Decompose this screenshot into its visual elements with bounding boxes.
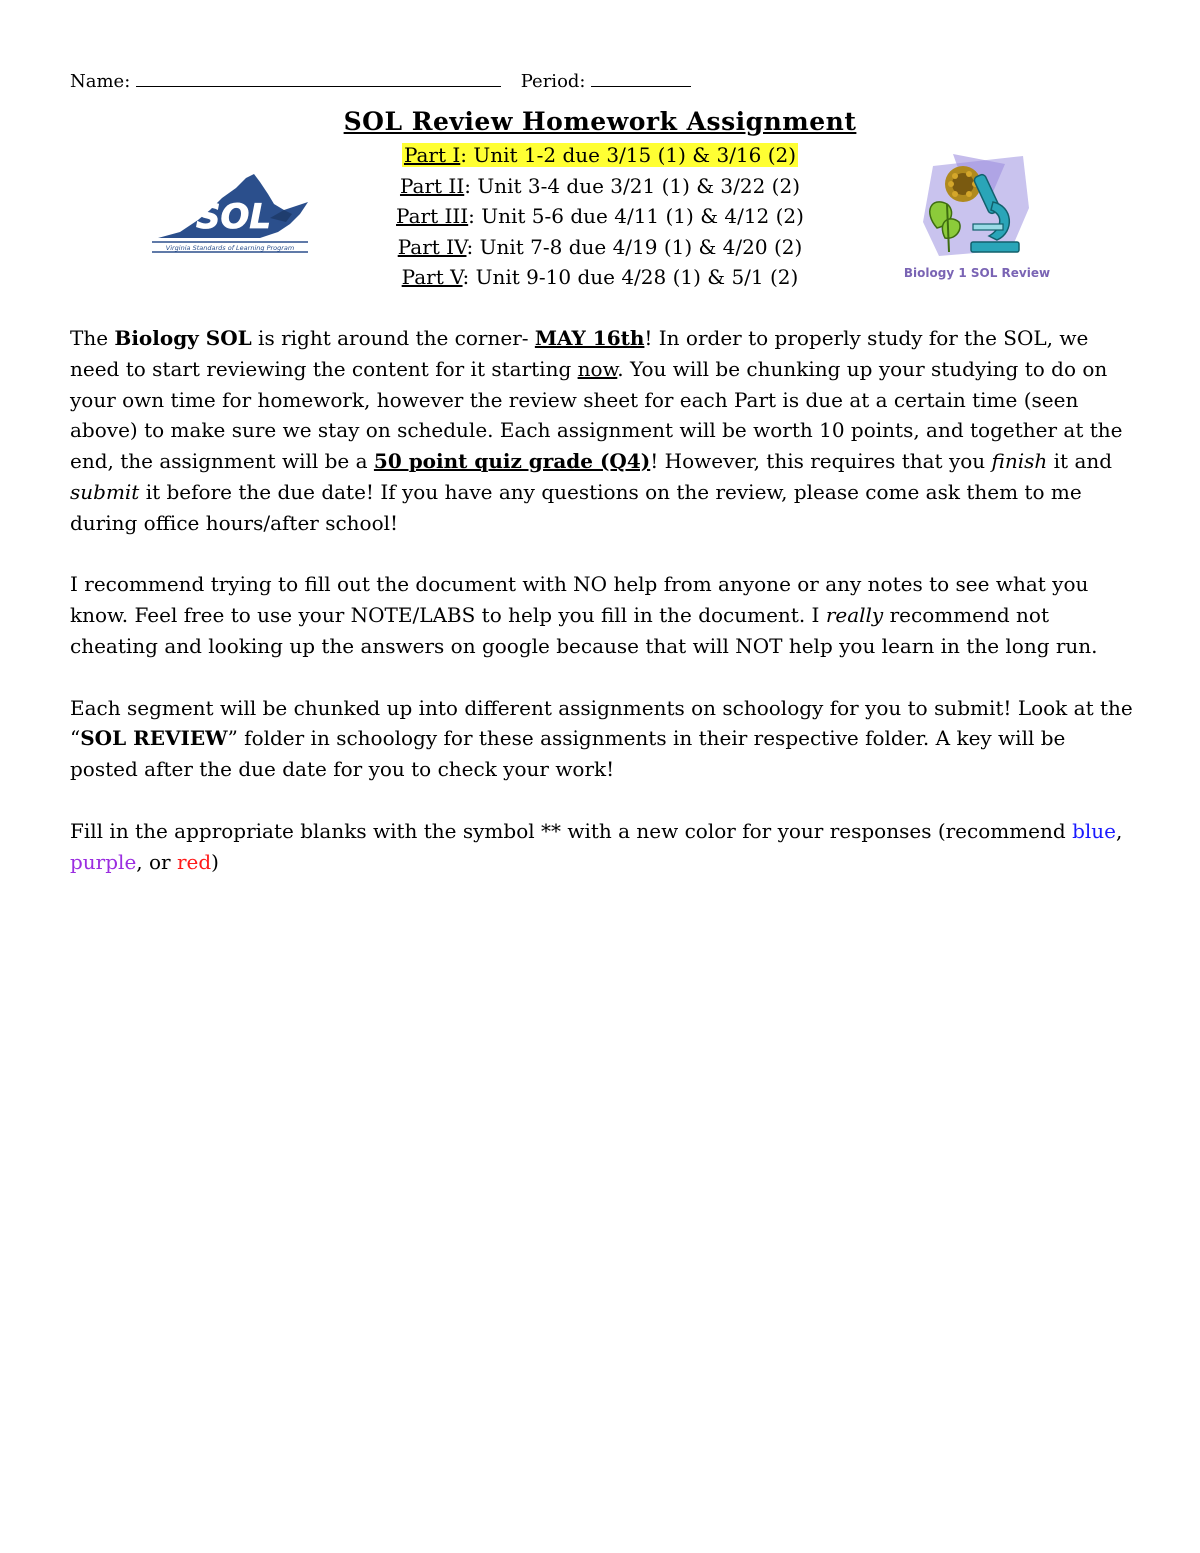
- biology-clipart: [893, 152, 1061, 287]
- virginia-state-icon: [150, 170, 310, 255]
- paragraph-schoology: [70, 693, 1135, 785]
- now-underlined: now: [577, 356, 618, 381]
- part-details: : Unit 9-10 due 4/28 (1) & 5/1 (2): [462, 265, 799, 289]
- sol-logo-text: SOL: [196, 197, 272, 237]
- color-word-red: red: [176, 849, 212, 874]
- text-run: The: [70, 326, 115, 350]
- part-label: Part I: [403, 143, 461, 167]
- text-run: ! In order to properly study for the SOL, we need to start reviewing the content for it starting: [70, 326, 1089, 381]
- text-run: is right around the corner-: [251, 326, 535, 350]
- paragraph-intro: [70, 323, 1135, 539]
- text-run: , or: [136, 849, 177, 874]
- really-italic: really: [825, 603, 884, 628]
- paragraph-fill-in: [70, 816, 1135, 878]
- color-word-purple: purple: [70, 849, 137, 874]
- biology-caption: Biology 1 SOL Review: [903, 266, 1051, 280]
- part-label: Part IV: [397, 234, 467, 259]
- part-details: : Unit 1-2 due 3/15 (1) & 3/16 (2): [460, 143, 797, 167]
- part-label: Part V: [401, 265, 463, 289]
- name-period-line: [70, 68, 705, 92]
- text-run: ! However, this requires that you: [650, 449, 992, 474]
- sol-logo-subtitle: Virginia Standards of Learning Program: [165, 244, 295, 252]
- sol-review-folder-name: SOL REVIEW: [80, 726, 228, 751]
- document-title: SOL Review Homework Assignment: [343, 107, 857, 136]
- text-run: I recommend trying to fill out the document with NO help from anyone or any notes to see what you know. Feel free to use your NOTE/LABS to help you fill in the document. I: [70, 572, 1089, 628]
- text-run: ” folder in schoology for these assignments in their respective folder. A key will be posted after the due date for you to check your work!: [70, 726, 1066, 782]
- part-label: Part II: [399, 173, 465, 198]
- text-run: . You will be chunking up your studying to do on your own time for homework, however the review sheet for each Part is due at a certain time (seen above) to make sure we stay on schedule. Each assignment will be worth 10 points, and together at the end, the assignment will be a: [70, 356, 1123, 474]
- text-run: ): [211, 849, 219, 874]
- text-run: it before the due date! If you have any questions on the review, please come ask them to me during office hours/after school!: [70, 479, 1082, 535]
- sol-date-emphasis: MAY 16th: [534, 326, 645, 350]
- text-run: ,: [1115, 818, 1123, 843]
- highlight-part-1: [402, 143, 798, 167]
- text-run: Fill in the appropriate blanks with the symbol ** with a new color for your responses (recommend: [70, 818, 1073, 843]
- finish-italic: finish: [991, 449, 1048, 474]
- name-blank[interactable]: [136, 68, 501, 87]
- text-run: it and: [1047, 449, 1113, 474]
- paragraph-recommendation: [70, 569, 1135, 661]
- part-details: : Unit 7-8 due 4/19 (1) & 4/20 (2): [466, 234, 803, 259]
- part-label: Part III: [396, 204, 469, 228]
- color-word-blue: blue: [1072, 818, 1116, 843]
- period-blank[interactable]: [591, 68, 691, 87]
- microscope-plant-icon: [893, 152, 1061, 264]
- part-details: : Unit 5-6 due 4/11 (1) & 4/12 (2): [468, 204, 804, 228]
- part-details: : Unit 3-4 due 3/21 (1) & 3/22 (2): [464, 173, 801, 198]
- sol-virginia-logo: [150, 170, 310, 255]
- name-label: Name:: [70, 71, 131, 92]
- quiz-grade-emphasis: 50 point quiz grade (Q4): [373, 449, 651, 474]
- biology-sol-bold: Biology SOL: [114, 326, 252, 350]
- submit-italic: submit: [70, 479, 140, 504]
- text-run: Each segment will be chunked up into different assignments on schoology for you to submit! Look at the “: [70, 695, 1133, 751]
- text-run: recommend not cheating and looking up the answers on google because that will NOT help you learn in the long run.: [70, 603, 1098, 658]
- period-label: Period:: [520, 71, 586, 92]
- instructions-body: [70, 323, 1135, 908]
